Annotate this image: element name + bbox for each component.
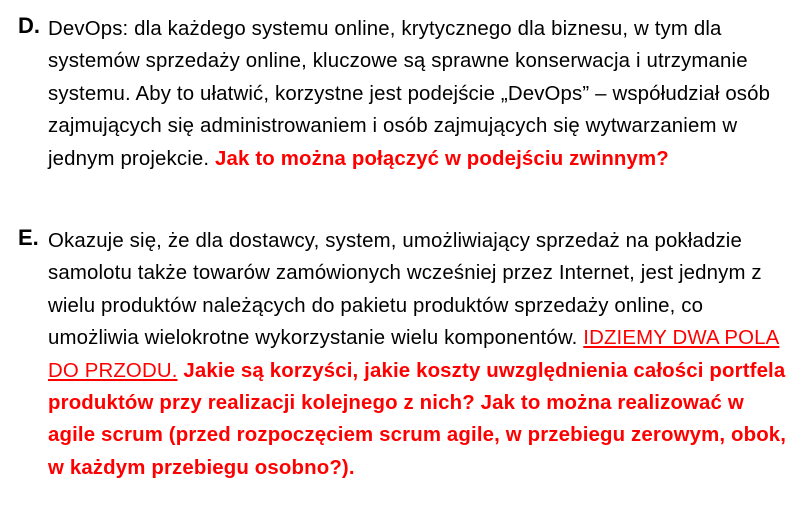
list-marker: E. xyxy=(18,225,39,250)
question-text: Jak to można połączyć w podejściu zwinnym? xyxy=(215,147,669,170)
list-item-text xyxy=(48,13,793,175)
list-item-text xyxy=(48,225,793,484)
question-text: Jakie są korzyści, jakie koszty uwzględnienia całości portfela produktów przy realizacji kolejnego z nich? Jak to można realizować w agile scrum (przed rozpoczęciem scrum agile, w przebiegu zerowym, obok, w każdym przebiegu osobno?). xyxy=(48,359,787,479)
emphasis-text: IDZIEMY DWA POLA DO PRZODU. xyxy=(48,327,780,382)
list-marker: D. xyxy=(18,13,40,38)
body-text: Okazuje się, że dla dostawcy, system, umożliwiający sprzedaż na pokładzie samolotu także towarów zamówionych wcześniej przez Internet, jest jednym z wielu produktów należących do pakietu produktów sprzedaży online, co umożliwia wielokrotne wykorzystanie wielu komponentów. xyxy=(48,230,762,350)
body-text: DevOps: dla każdego systemu online, krytycznego dla biznesu, w tym dla systemów sprzedaży online, kluczowe są sprawne konserwacja i utrzymanie systemu. Aby to ułatwić, korzystne jest podejście „DevOps” – współudział osób zajmujących się administrowaniem i osób zajmujących się wytwarzaniem w jednym projekcie. xyxy=(48,18,771,170)
